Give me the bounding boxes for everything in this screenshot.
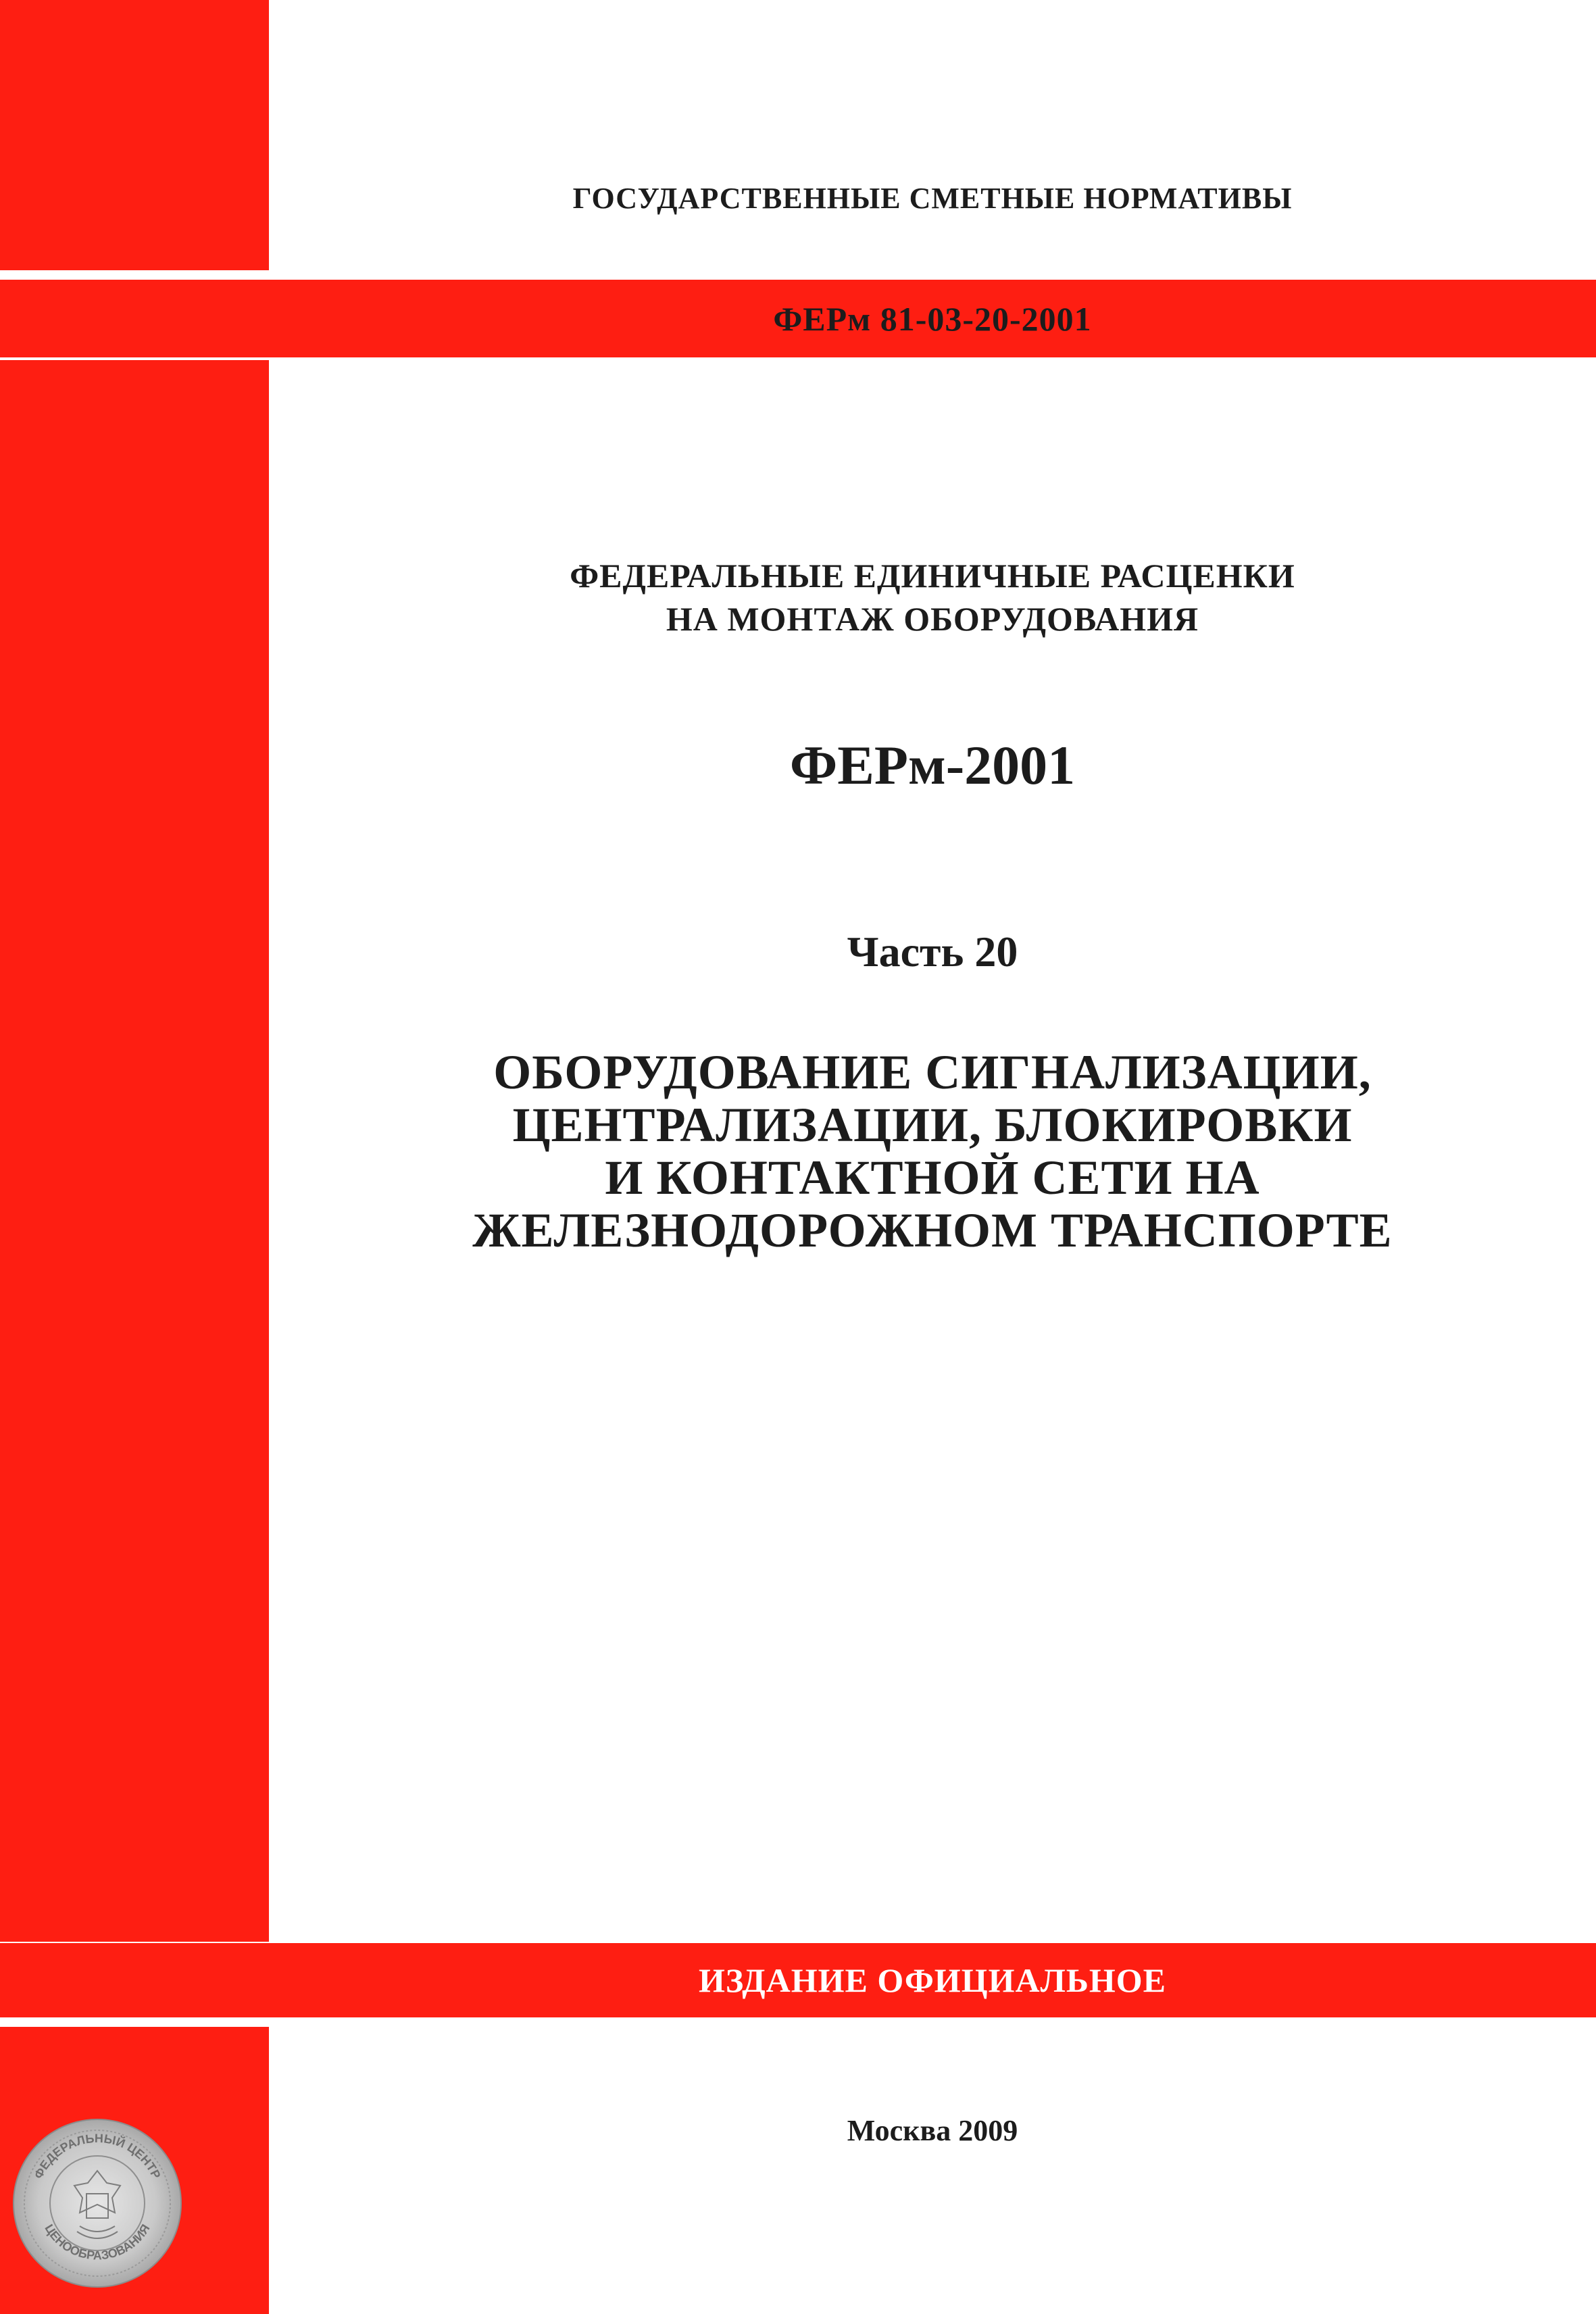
part-title: Часть 20 <box>847 928 1018 976</box>
code-band <box>0 280 1596 357</box>
official-edition-label: ИЗДАНИЕ ОФИЦИАЛЬНОЕ <box>698 1961 1167 1999</box>
main-title-line-4: ЖЕЛЕЗНОДОРОЖНОМ ТРАНСПОРТЕ <box>472 1203 1393 1257</box>
document-code: ФЕРм 81-03-20-2001 <box>773 299 1092 338</box>
left-red-stripe-top <box>0 0 269 270</box>
svg-text:ЦЕНООБРАЗОВАНИЯ: ЦЕНООБРАЗОВАНИЯ <box>42 2221 153 2263</box>
svg-text:ФЕДЕРАЛЬНЫЙ ЦЕНТР: ФЕДЕРАЛЬНЫЙ ЦЕНТР <box>31 2131 164 2182</box>
main-title-line-3: И КОНТАКТНОЙ СЕТИ НА <box>605 1151 1260 1205</box>
federal-title <box>269 554 1596 640</box>
city-year: Москва 2009 <box>847 2114 1018 2147</box>
federal-title-line-1: ФЕДЕРАЛЬНЫЕ ЕДИНИЧНЫЕ РАСЦЕНКИ <box>570 557 1295 595</box>
main-title-line-1: ОБОРУДОВАНИЕ СИГНАЛИЗАЦИИ, <box>493 1045 1372 1099</box>
main-title <box>269 1046 1596 1257</box>
ferm-title: ФЕРм-2001 <box>789 734 1076 796</box>
federal-title-line-2: НА МОНТАЖ ОБОРУДОВАНИЯ <box>666 600 1199 638</box>
hologram-seal-icon <box>12 2118 182 2288</box>
main-title-line-2: ЦЕНТРАЛИЗАЦИИ, БЛОКИРОВКИ <box>512 1098 1353 1152</box>
header-title: ГОСУДАРСТВЕННЫЕ СМЕТНЫЕ НОРМАТИВЫ <box>572 182 1293 215</box>
official-edition-band <box>0 1943 1596 2017</box>
left-red-stripe-middle <box>0 360 269 1942</box>
